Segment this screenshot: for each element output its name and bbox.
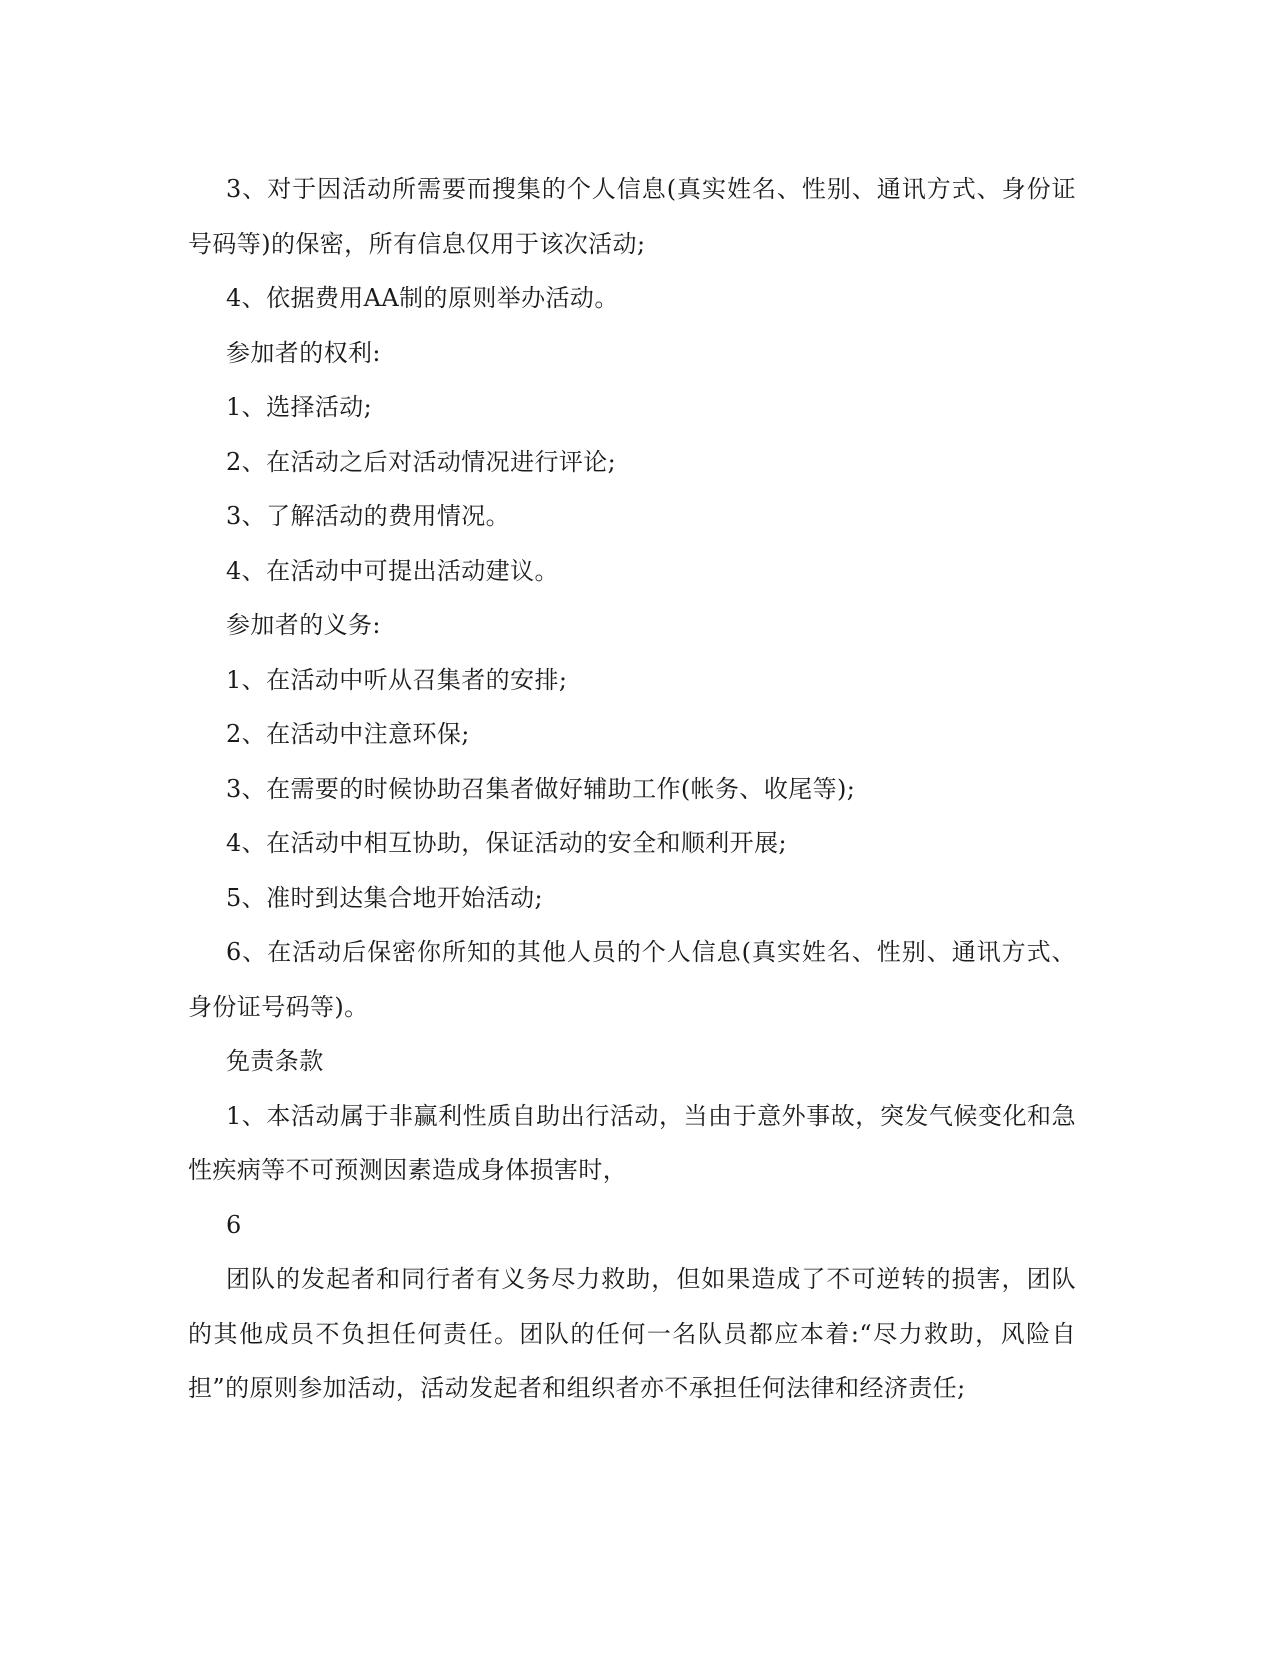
disclaimer-item-1: 1、本活动属于非赢利性质自助出行活动，当由于意外事故，突发气候变化和急性疾病等不可预测因素造成身体损害时， [188,1101,1076,1184]
list-item-duties-3: 3、在需要的时候协助召集者做好辅助工作(帐务、收尾等); [226,774,856,803]
heading-disclaimer: 免责条款 [226,1047,324,1075]
list-item-duties-5: 5、准时到达集合地开始活动; [226,883,543,912]
list-item-duties-2: 2、在活动中注意环保; [226,720,470,748]
heading-participant-rights: 参加者的权利: [226,338,381,367]
paragraph-privacy-clause: 3、对于因活动所需要而搜集的个人信息(真实姓名、性别、通讯方式、身份证号码等)的保密，所有信息仅用于该次活动; [188,175,1076,258]
list-item-duties-6: 6、在活动后保密你所知的其他人员的个人信息(真实姓名、性别、通讯方式、身份证号码等)。 [188,938,1076,1021]
page-number: 6 [226,1210,242,1239]
heading-participant-duties: 参加者的义务: [226,611,381,639]
list-item-duties-4: 4、在活动中相互协助，保证活动的安全和顺利开展; [226,829,787,857]
list-item-rights-1: 1、选择活动; [226,393,373,421]
disclaimer-continuation: 团队的发起者和同行者有义务尽力救助，但如果造成了不可逆转的损害，团队的其他成员不负担任何责任。团队的任何一名队员都应本着:“尽力救助，风险自担”的原则参加活动，活动发起者和组织者亦不承担任何法律和经济责任; [188,1265,1076,1402]
list-item-rights-2: 2、在活动之后对活动情况进行评论; [226,447,617,476]
list-item-duties-1: 1、在活动中听从召集者的安排; [226,665,568,694]
list-item-rights-4: 4、在活动中可提出活动建议。 [226,556,559,585]
document-body [188,162,1076,1416]
paragraph-aa-principle: 4、依据费用AA制的原则举办活动。 [226,284,619,312]
list-item-rights-3: 3、了解活动的费用情况。 [226,502,511,530]
